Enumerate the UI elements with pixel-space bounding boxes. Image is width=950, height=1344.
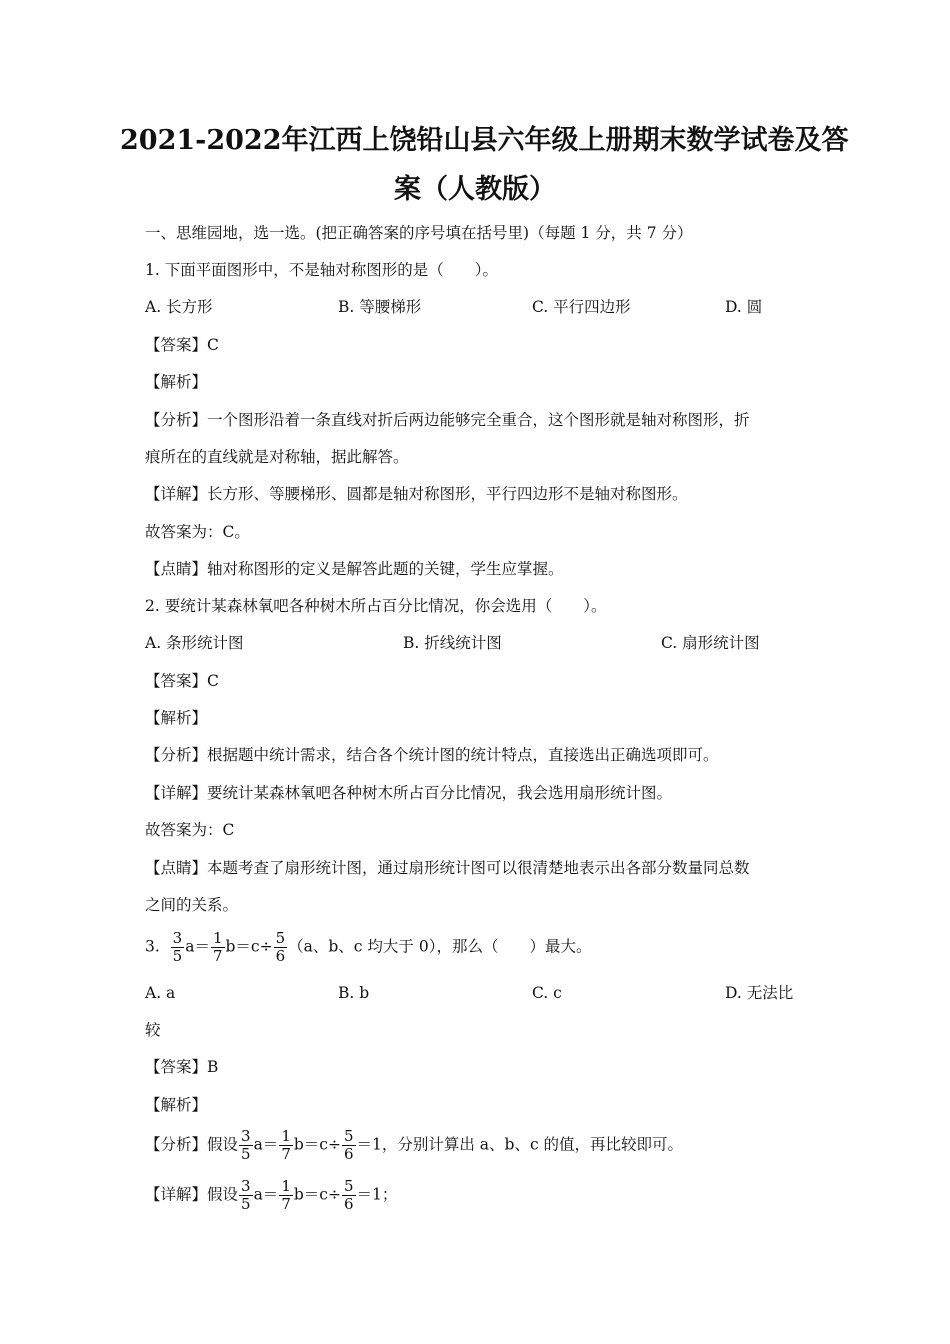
- q3-option-a: A. a: [145, 984, 176, 1002]
- q1-option-a: A. 长方形: [145, 298, 213, 316]
- fraction-3-5: $\frac{3}{5}$: [172, 929, 183, 965]
- q3-jiexi: 【解析】: [145, 1096, 208, 1114]
- q1-comment: 【点睛】轴对称图形的定义是解答此题的关键，学生应掌握。: [145, 560, 564, 578]
- q2-option-b: B. 折线统计图: [403, 634, 502, 652]
- q1-answer: 【答案】C: [145, 336, 219, 354]
- q2-option-c: C. 扇形统计图: [661, 634, 760, 652]
- q1-detail: 【详解】长方形、等腰梯形、圆都是轴对称图形，平行四边形不是轴对称图形。: [145, 485, 688, 503]
- q1-analysis-line1: 【分析】一个图形沿着一条直线对折后两边能够完全重合，这个图形就是轴对称图形，折: [145, 411, 750, 429]
- fraction-5-6: $\frac{5}{6}$: [343, 1127, 354, 1163]
- q2-comment-line1: 【点睛】本题考查了扇形统计图，通过扇形统计图可以很清楚地表示出各部分数量同总数: [145, 859, 750, 877]
- fraction-5-6: $\frac{5}{6}$: [275, 929, 286, 965]
- fraction-1-7: $\frac{1}{7}$: [281, 1177, 291, 1213]
- q3-option-c: C. c: [532, 984, 562, 1002]
- q1-jiexi: 【解析】: [145, 373, 208, 391]
- q2-comment-line2: 之间的关系。: [145, 896, 239, 914]
- q1-option-d: D. 圆: [725, 298, 763, 316]
- q2-analysis: 【分析】根据题中统计需求，结合各个统计图的统计特点，直接选出正确选项即可。: [145, 746, 719, 764]
- q1-option-c: C. 平行四边形: [532, 298, 631, 316]
- q3-option-b: B. b: [338, 984, 370, 1002]
- fraction-3-5: $\frac{3}{5}$: [241, 1177, 251, 1213]
- q3-answer: 【答案】B: [145, 1058, 219, 1076]
- fraction-1-7: $\frac{1}{7}$: [212, 929, 223, 965]
- document-title-line2: 案（人教版）: [394, 174, 556, 205]
- q1-stem: 1. 下面平面图形中，不是轴对称图形的是（ ）。: [145, 261, 498, 279]
- q2-conclusion: 故答案为：C: [145, 821, 235, 839]
- fraction-3-5: $\frac{3}{5}$: [241, 1127, 251, 1163]
- fraction-5-6: $\frac{5}{6}$: [343, 1177, 354, 1213]
- q2-option-a: A. 条形统计图: [145, 634, 244, 652]
- q3-analysis: 【分析】假设 $\frac{3}{5}$ a＝ $\frac{1}{7}$ b＝c÷ $\frac{5}{6}$ ＝1，分别计算出 a、b、c 的值，再比较即可。: [145, 1127, 684, 1163]
- q1-conclusion: 故答案为：C。: [145, 523, 250, 541]
- q3-detail: 【详解】假设 $\frac{3}{5}$ a＝ $\frac{1}{7}$ b＝c÷ $\frac{5}{6}$ ＝1；: [145, 1177, 398, 1213]
- fraction-1-7: $\frac{1}{7}$: [281, 1127, 291, 1163]
- q3-number: 3.: [145, 937, 160, 956]
- q3-option-d-wrap: 较: [145, 1021, 161, 1039]
- q2-detail: 【详解】要统计某森林氧吧各种树木所占百分比情况，我会选用扇形统计图。: [145, 784, 673, 802]
- document-title-line1: 2021-2022年江西上饶铅山县六年级上册期末数学试卷及答: [120, 125, 849, 156]
- q3-option-d: D. 无法比: [725, 984, 794, 1002]
- q2-stem: 2. 要统计某森林氧吧各种树木所占百分比情况，你会选用（ ）。: [145, 597, 607, 615]
- q2-jiexi: 【解析】: [145, 709, 208, 727]
- q1-option-b: B. 等腰梯形: [338, 298, 422, 316]
- q2-answer: 【答案】C: [145, 672, 219, 690]
- q3-stem: 3. $\frac{3}{5}$ a＝ $\frac{1}{7}$ b＝c÷ $\frac{5}{6}$ （a、b、c 均大于 0），那么（ ）最大。: [145, 929, 592, 965]
- q1-analysis-line2: 痕所在的直线就是对称轴，据此解答。: [145, 448, 409, 466]
- section-heading: 一、思维园地，选一选。(把正确答案的序号填在括号里)（每题 1 分，共 7 分）: [145, 224, 693, 242]
